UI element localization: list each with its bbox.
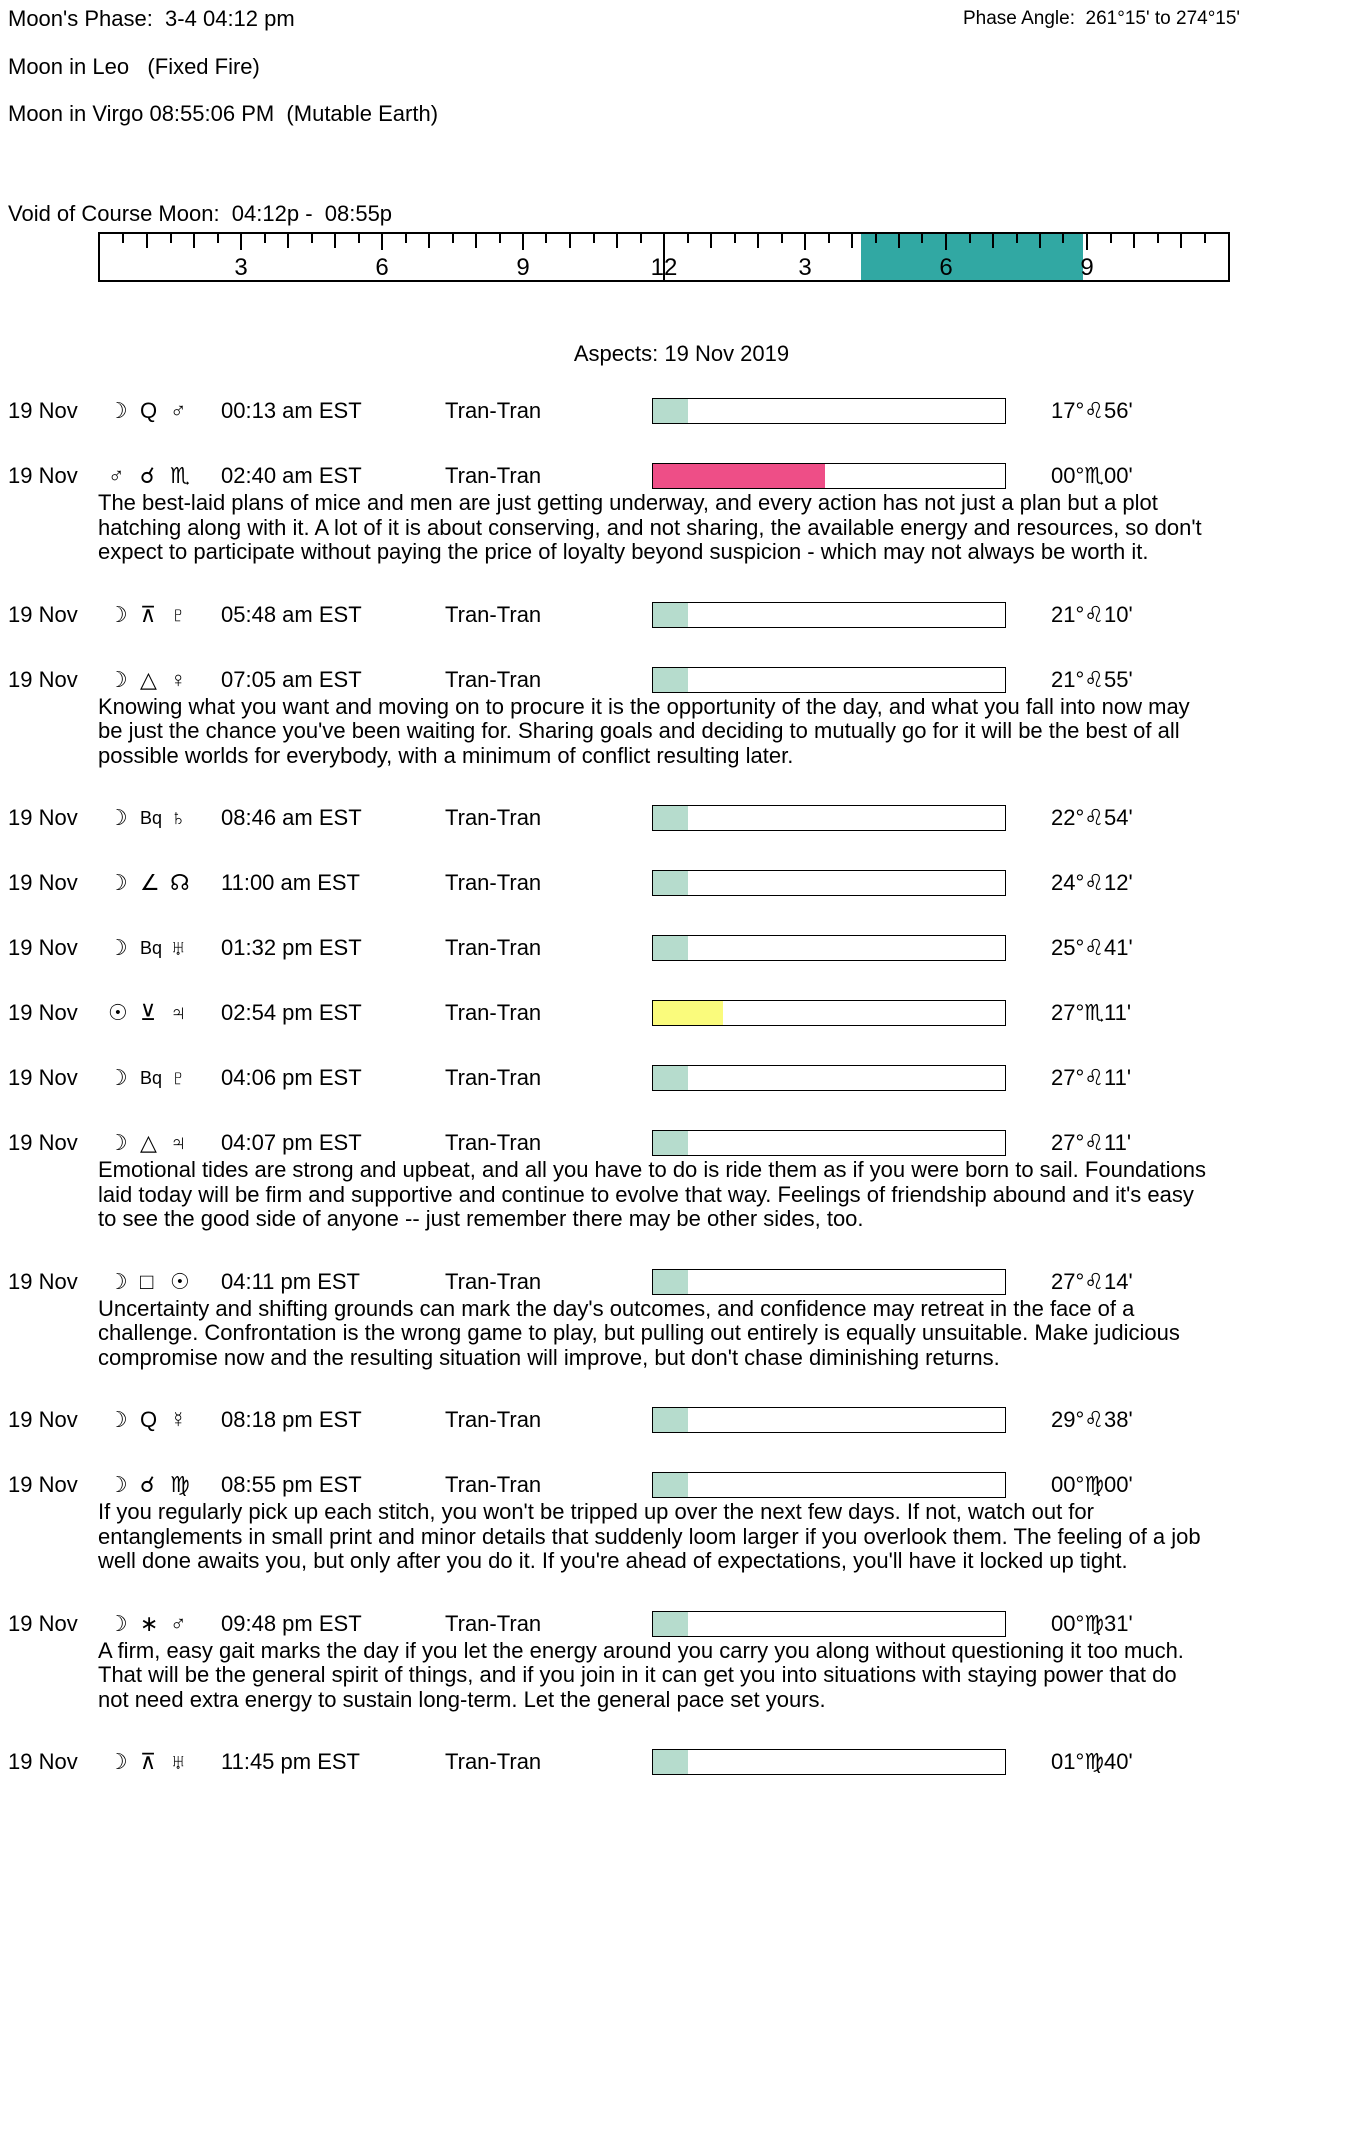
aspect-degree: 01°♍40' [1051, 1749, 1133, 1774]
ruler-tick [240, 234, 242, 250]
aspect-type: Tran-Tran [445, 1268, 542, 1294]
aspect-time: 09:48 pm EST [221, 1610, 362, 1636]
orb-progress-fill [653, 1001, 723, 1025]
aspect-row [8, 1128, 1363, 1158]
orb-progress-bar [652, 398, 1006, 424]
ruler-tick [428, 234, 430, 248]
ruler-tick [1016, 234, 1018, 243]
moon-sign-next-label: Moon in Virgo 08:55:06 PM (Mutable Earth) [8, 101, 439, 126]
aspect-type: Tran-Tran [445, 1000, 542, 1025]
orb-progress-fill [653, 1612, 688, 1636]
aspect-interpretation: Uncertainty and shifting grounds can mark the day's outcomes, and confidence may retreat in the face of a challenge. Confrontation is the wrong game to play, but pulling out entirely is equally unsuitable. Make judicious compromise now and the resulting situation will improve, but don't chase diminishing returns. [98, 1295, 1180, 1370]
aspect-date: 19 Nov [8, 1407, 78, 1432]
aspect-row [8, 1063, 1363, 1093]
ruler-hour-label: 3 [798, 254, 812, 281]
orb-progress-fill [653, 806, 688, 830]
biquintile-icon: Bq [140, 807, 163, 828]
aspect-row [8, 998, 1363, 1028]
aspect-date: 19 Nov [8, 1749, 78, 1774]
venus-icon: ♀ [170, 666, 187, 692]
aspect-date: 19 Nov [8, 805, 78, 830]
ruler-tick [969, 234, 971, 243]
ruler-tick [828, 234, 830, 243]
aspect-date: 19 Nov [8, 1130, 78, 1155]
semisquare-icon: ∠ [140, 870, 160, 895]
conjunction-icon: ☌ [140, 463, 155, 488]
aspect-degree: 00°♍31' [1051, 1610, 1133, 1636]
ruler-hour-label: 9 [516, 254, 530, 281]
aspect-type: Tran-Tran [445, 1610, 542, 1636]
orb-progress-fill [653, 603, 688, 627]
north-node-icon: ☊ [170, 870, 190, 895]
ruler-tick [1157, 234, 1159, 243]
pluto-icon: ♇ [170, 1065, 187, 1090]
ruler-hour-label: 6 [375, 254, 389, 281]
orb-progress-bar [652, 1065, 1006, 1091]
moon-icon: ☽ [108, 870, 128, 895]
ruler-tick [898, 234, 900, 248]
aspect-date: 19 Nov [8, 1472, 78, 1497]
aspect-interpretation: Emotional tides are strong and upbeat, and all you have to do is ride them as if you were born to sail. Foundations laid today will be firm and supportive and continue to evolve that way. Feelings of friendship abound and it's easy to see the good side of anyone -- just remember there may be other sides, too. [98, 1157, 1206, 1231]
aspect-degree: 17°♌56' [1051, 398, 1133, 423]
ruler-tick [851, 234, 853, 248]
moon-icon: ☽ [108, 1472, 128, 1497]
quincunx-icon: ⊼ [140, 601, 157, 627]
aspect-type: Tran-Tran [445, 1065, 542, 1090]
aspect-time: 00:13 am EST [221, 398, 362, 423]
aspect-date: 19 Nov [8, 1000, 78, 1025]
pluto-icon: ♇ [170, 601, 187, 627]
biquintile-icon: Bq [140, 937, 163, 958]
ruler-tick [616, 234, 618, 248]
aspect-date: 19 Nov [8, 398, 78, 423]
virgo-icon: ♍ [170, 1472, 190, 1497]
aspect-row [8, 933, 1363, 963]
moon-icon: ☽ [108, 1130, 128, 1155]
uranus-icon: ♅ [170, 1749, 187, 1774]
aspect-row [8, 461, 1363, 491]
orb-progress-bar [652, 667, 1006, 693]
scorpio-icon: ♏ [170, 463, 190, 488]
aspect-time: 08:46 am EST [221, 805, 362, 830]
ruler-tick [264, 234, 266, 243]
orb-progress-bar [652, 602, 1006, 628]
aspect-row [8, 1609, 1363, 1639]
ruler-tick [287, 234, 289, 248]
moon-icon: ☽ [108, 666, 128, 692]
aspect-degree: 00°♍00' [1051, 1472, 1133, 1497]
orb-progress-bar [652, 805, 1006, 831]
aspect-type: Tran-Tran [445, 1472, 542, 1497]
saturn-icon: ♄ [170, 805, 187, 830]
aspect-time: 11:45 pm EST [221, 1749, 360, 1774]
aspect-time: 02:40 am EST [221, 463, 362, 488]
ruler-tick [193, 234, 195, 248]
ruler-tick [381, 234, 383, 250]
void-of-course-time-ruler [98, 232, 1230, 282]
moon-icon: ☽ [108, 398, 128, 423]
orb-progress-bar [652, 463, 1006, 489]
orb-progress-fill [653, 1270, 688, 1294]
aspect-date: 19 Nov [8, 1268, 78, 1294]
ruler-tick [687, 234, 689, 243]
orb-progress-fill [653, 1408, 688, 1432]
aspect-time: 11:00 am EST [221, 870, 360, 895]
moon-icon: ☽ [108, 805, 128, 830]
orb-progress-fill [653, 1066, 688, 1090]
aspect-degree: 21°♌55' [1051, 666, 1133, 692]
ruler-tick [1180, 234, 1182, 248]
aspect-row [8, 396, 1363, 426]
ruler-tick [1133, 234, 1135, 248]
ruler-tick [1039, 234, 1041, 248]
orb-progress-fill [653, 1750, 688, 1774]
jupiter-icon: ♃ [170, 1000, 187, 1025]
aspect-type: Tran-Tran [445, 463, 542, 488]
aspect-degree: 29°♌38' [1051, 1407, 1133, 1432]
aspect-degree: 27°♏11' [1051, 1000, 1132, 1025]
ruler-tick [475, 234, 477, 248]
aspect-degree: 24°♌12' [1051, 870, 1133, 895]
aspect-degree: 22°♌54' [1051, 805, 1133, 830]
moons-phase-label: Moon's Phase: 3-4 04:12 pm [8, 6, 295, 31]
aspect-time: 05:48 am EST [221, 601, 362, 627]
aspect-date: 19 Nov [8, 666, 78, 692]
conjunction-icon: ☌ [140, 1472, 155, 1497]
aspect-entry [8, 803, 1363, 833]
ruler-tick [757, 234, 759, 248]
ruler-tick [170, 234, 172, 243]
aspect-interpretation: The best-laid plans of mice and men are just getting underway, and every action has not just a plan but a plot hatching along with it. A lot of it is about conserving, and not sharing, the available energy and resources, so don't expect to participate without paying the price of loyalty beyond suspicion - which may not always be worth it. [98, 490, 1202, 564]
aspect-row [8, 600, 1363, 630]
aspect-date: 19 Nov [8, 1610, 78, 1636]
moon-icon: ☽ [108, 1065, 128, 1090]
ruler-tick [945, 234, 947, 250]
aspects-section [0, 341, 1363, 1812]
orb-progress-bar [652, 1749, 1006, 1775]
orb-progress-bar [652, 935, 1006, 961]
aspect-time: 04:06 pm EST [221, 1065, 362, 1090]
aspect-entry [8, 665, 1363, 769]
aspect-row [8, 1405, 1363, 1435]
ruler-tick [334, 234, 336, 248]
aspect-entry [8, 868, 1363, 898]
uranus-icon: ♅ [170, 935, 187, 960]
orb-progress-fill [653, 399, 688, 423]
semisextile-icon: ⊻ [140, 1000, 157, 1025]
ruler-tick [499, 234, 501, 243]
aspect-rows-list [0, 396, 1363, 1777]
orb-progress-bar [652, 1472, 1006, 1498]
moon-icon: ☽ [108, 1610, 128, 1636]
aspect-entry [8, 1747, 1363, 1777]
aspect-interpretation: A firm, easy gait marks the day if you let the energy around you carry you along without questioning it too much. That will be the general spirit of things, and if you join in it can get you into situations with staying power that do not need extra energy to sustain long-term. Let the general pace set yours. [98, 1637, 1184, 1712]
mars-icon: ♂ [108, 463, 125, 488]
ruler-tick [217, 234, 219, 243]
ruler-hour-label: 3 [234, 254, 248, 281]
ruler-tick [452, 234, 454, 243]
aspect-type: Tran-Tran [445, 1749, 542, 1774]
aspect-row [8, 868, 1363, 898]
ruler-tick [710, 234, 712, 248]
sun-icon: ☉ [108, 1000, 128, 1025]
ruler-tick [122, 234, 124, 243]
aspect-row [8, 1470, 1363, 1500]
ruler-tick [1086, 234, 1088, 250]
void-of-course-label: Void of Course Moon: 04:12p - 08:55p [8, 201, 393, 226]
ruler-tick [311, 234, 313, 243]
aspect-date: 19 Nov [8, 1065, 78, 1090]
aspect-entry [8, 396, 1363, 426]
aspect-date: 19 Nov [8, 601, 78, 627]
aspect-time: 08:55 pm EST [221, 1472, 362, 1497]
ruler-hour-label: 12 [650, 254, 678, 281]
moon-icon: ☽ [108, 1268, 128, 1294]
orb-progress-fill [653, 1131, 688, 1155]
void-of-course-highlight [861, 234, 1083, 280]
aspect-degree: 27°♌11' [1051, 1065, 1132, 1090]
orb-progress-bar [652, 1000, 1006, 1026]
ruler-tick [146, 234, 148, 248]
ruler-tick [734, 234, 736, 243]
aspect-entry [8, 600, 1363, 630]
aspect-degree: 27°♌14' [1051, 1268, 1133, 1294]
aspect-time: 01:32 pm EST [221, 935, 362, 960]
aspect-entry [8, 933, 1363, 963]
moon-icon: ☽ [108, 1407, 128, 1432]
quintile-icon: Q [140, 398, 158, 423]
orb-progress-bar [652, 1130, 1006, 1156]
ruler-tick [1062, 234, 1064, 243]
quincunx-icon: ⊼ [140, 1749, 157, 1774]
orb-progress-fill [653, 871, 688, 895]
aspect-degree: 25°♌41' [1051, 935, 1133, 960]
aspect-row [8, 665, 1363, 695]
orb-progress-bar [652, 870, 1006, 896]
aspect-type: Tran-Tran [445, 1130, 542, 1155]
aspect-interpretation: Knowing what you want and moving on to procure it is the opportunity of the day, and what you fall into now may be just the chance you've been waiting for. Sharing goals and deciding to mutually go for it will be the best of all possible worlds for everybody, with a minimum of conflict resulting later. [98, 693, 1190, 768]
aspect-entry [8, 1267, 1363, 1371]
ruler-tick [522, 234, 524, 250]
ruler-tick [569, 234, 571, 248]
phase-angle-label: Phase Angle: 261°15' to 274°15' [963, 8, 1241, 29]
ruler-tick [1110, 234, 1112, 243]
aspect-time: 04:11 pm EST [221, 1268, 360, 1294]
aspect-type: Tran-Tran [445, 1407, 542, 1432]
aspect-row [8, 803, 1363, 833]
ruler-hour-label: 6 [939, 254, 953, 281]
aspect-row [8, 1747, 1363, 1777]
moon-icon: ☽ [108, 601, 128, 627]
orb-progress-fill [653, 668, 688, 692]
moon-sign-current-label: Moon in Leo (Fixed Fire) [8, 54, 260, 79]
ruler-tick [640, 234, 642, 243]
ruler-tick [921, 234, 923, 243]
square-icon: □ [140, 1268, 154, 1294]
aspect-entry [8, 1063, 1363, 1093]
quintile-icon: Q [140, 1407, 158, 1432]
orb-progress-fill [653, 464, 825, 488]
aspect-type: Tran-Tran [445, 935, 542, 960]
aspect-entry [8, 1609, 1363, 1713]
orb-progress-bar [652, 1407, 1006, 1433]
aspect-degree: 00°♏00' [1051, 463, 1133, 488]
ruler-tick [1204, 234, 1206, 243]
aspects-title: Aspects: 19 Nov 2019 [573, 341, 790, 366]
aspect-type: Tran-Tran [445, 666, 542, 692]
aspect-row [8, 1267, 1363, 1297]
orb-progress-bar [652, 1269, 1006, 1295]
aspect-date: 19 Nov [8, 935, 78, 960]
aspect-entry [8, 1128, 1363, 1232]
ruler-tick [804, 234, 806, 250]
aspect-entry [8, 1470, 1363, 1574]
mars-icon: ♂ [170, 398, 187, 423]
orb-progress-fill [653, 1473, 688, 1497]
ruler-tick [781, 234, 783, 243]
aspect-entry [8, 998, 1363, 1028]
orb-progress-bar [652, 1611, 1006, 1637]
ruler-tick [545, 234, 547, 243]
aspect-date: 19 Nov [8, 463, 78, 488]
moon-icon: ☽ [108, 935, 128, 960]
aspect-time: 08:18 pm EST [221, 1407, 362, 1432]
aspect-time: 07:05 am EST [221, 666, 362, 692]
ruler-tick [593, 234, 595, 243]
aspect-interpretation: If you regularly pick up each stitch, you won't be tripped up over the next few days. If not, watch out for entanglements in small print and minor details that suddenly loom larger if you overlook them. The feeling of a job well done awaits you, but only after you do it. If you're ahead of expectations, you'll have it locked up tight. [98, 1499, 1201, 1573]
mars-icon: ♂ [170, 1610, 187, 1636]
biquintile-icon: Bq [140, 1067, 163, 1088]
aspect-entry [8, 1405, 1363, 1435]
sun-icon: ☉ [170, 1268, 190, 1294]
trine-icon: △ [140, 1130, 157, 1155]
aspect-entry [8, 461, 1363, 565]
mercury-icon: ☿ [170, 1407, 187, 1432]
ruler-tick [358, 234, 360, 243]
ruler-tick [992, 234, 994, 248]
aspect-type: Tran-Tran [445, 398, 542, 423]
moon-icon: ☽ [108, 1749, 128, 1774]
sextile-icon: ∗ [140, 1610, 159, 1636]
trine-icon: △ [140, 666, 157, 692]
aspect-date: 19 Nov [8, 870, 78, 895]
aspect-type: Tran-Tran [445, 805, 542, 830]
aspect-time: 04:07 pm EST [221, 1130, 362, 1155]
jupiter-icon: ♃ [170, 1130, 187, 1155]
ruler-hour-label: 9 [1080, 254, 1094, 281]
orb-progress-fill [653, 936, 688, 960]
aspect-type: Tran-Tran [445, 601, 542, 627]
aspect-type: Tran-Tran [445, 870, 542, 895]
ruler-tick [875, 234, 877, 243]
aspect-time: 02:54 pm EST [221, 1000, 362, 1025]
aspect-degree: 27°♌11' [1051, 1130, 1132, 1155]
ruler-tick [405, 234, 407, 243]
aspect-degree: 21°♌10' [1051, 601, 1133, 627]
